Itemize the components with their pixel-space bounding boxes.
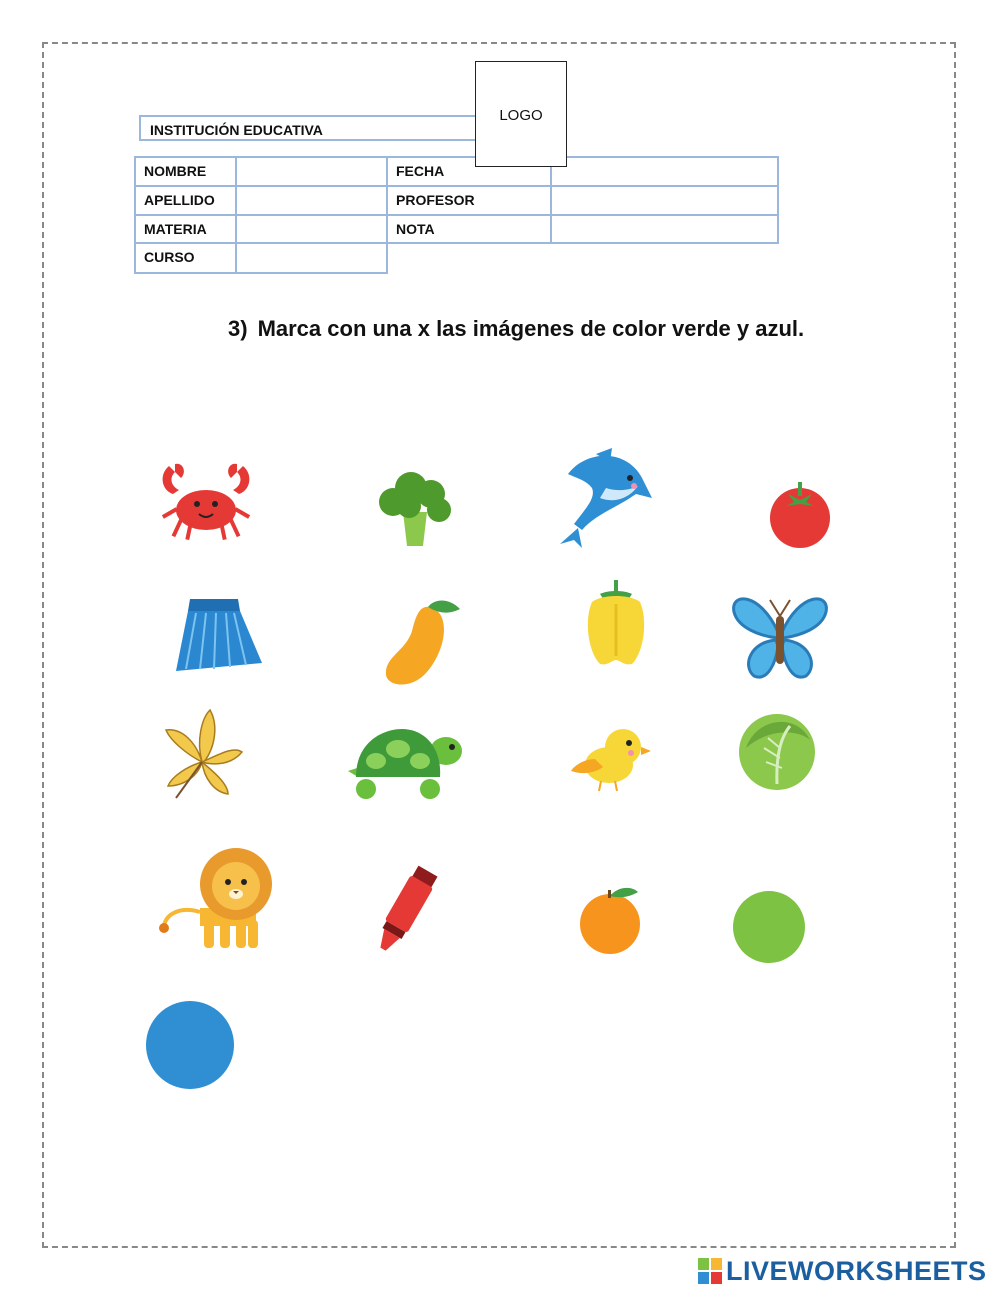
butterfly-icon[interactable]: [730, 592, 830, 682]
broccoli-icon[interactable]: [377, 472, 453, 546]
lion-icon[interactable]: [160, 846, 276, 952]
cabbage-icon[interactable]: [736, 708, 818, 792]
surname-value-cell[interactable]: [235, 185, 388, 216]
course-value-cell[interactable]: [235, 242, 388, 274]
teacher-value-cell[interactable]: [550, 185, 779, 216]
leaf-icon[interactable]: [162, 710, 244, 800]
course-label: CURSO: [144, 249, 195, 265]
name-label-cell: [134, 156, 237, 187]
grade-value-cell[interactable]: [550, 214, 779, 244]
brand-logo: [698, 1256, 987, 1286]
surname-label: APELLIDO: [144, 192, 215, 208]
institution-field: [139, 115, 477, 141]
grade-label-cell: [386, 214, 552, 244]
logo-placeholder: [475, 61, 567, 167]
green-circle-icon[interactable]: [733, 891, 805, 963]
institution-label: INSTITUCIÓN EDUCATIVA: [150, 122, 323, 138]
chick-icon[interactable]: [571, 723, 651, 793]
surname-label-cell: [134, 185, 237, 216]
logo-label: LOGO: [499, 107, 543, 124]
subject-label-cell: [134, 214, 237, 244]
teacher-label-cell: [386, 185, 552, 216]
exercise-number: 3): [228, 316, 248, 341]
marker-icon[interactable]: [374, 865, 436, 957]
crab-icon[interactable]: [157, 460, 255, 542]
subject-value-cell[interactable]: [235, 214, 388, 244]
date-value-cell[interactable]: [550, 156, 779, 187]
brand-text: LIVEWORKSHEETS: [726, 1255, 987, 1286]
exercise-title: [228, 316, 928, 342]
skirt-icon[interactable]: [176, 599, 262, 673]
name-label: NOMBRE: [144, 163, 207, 179]
turtle-icon[interactable]: [344, 727, 464, 801]
mango-icon[interactable]: [382, 595, 464, 687]
teacher-label: PROFESOR: [396, 192, 475, 208]
tomato-icon[interactable]: [768, 480, 832, 548]
date-label: FECHA: [396, 163, 445, 179]
brand-mark-icon: [698, 1258, 722, 1284]
name-value-cell[interactable]: [235, 156, 388, 187]
course-label-cell: [134, 242, 237, 274]
orange-icon[interactable]: [578, 884, 642, 954]
grade-label: NOTA: [396, 221, 435, 237]
subject-label: MATERIA: [144, 221, 207, 237]
pepper-icon[interactable]: [584, 580, 648, 666]
exercise-instruction: Marca con una x las imágenes de color verde y azul.: [257, 316, 805, 341]
blue-circle-icon[interactable]: [145, 1000, 235, 1090]
dolphin-icon[interactable]: [556, 448, 654, 548]
